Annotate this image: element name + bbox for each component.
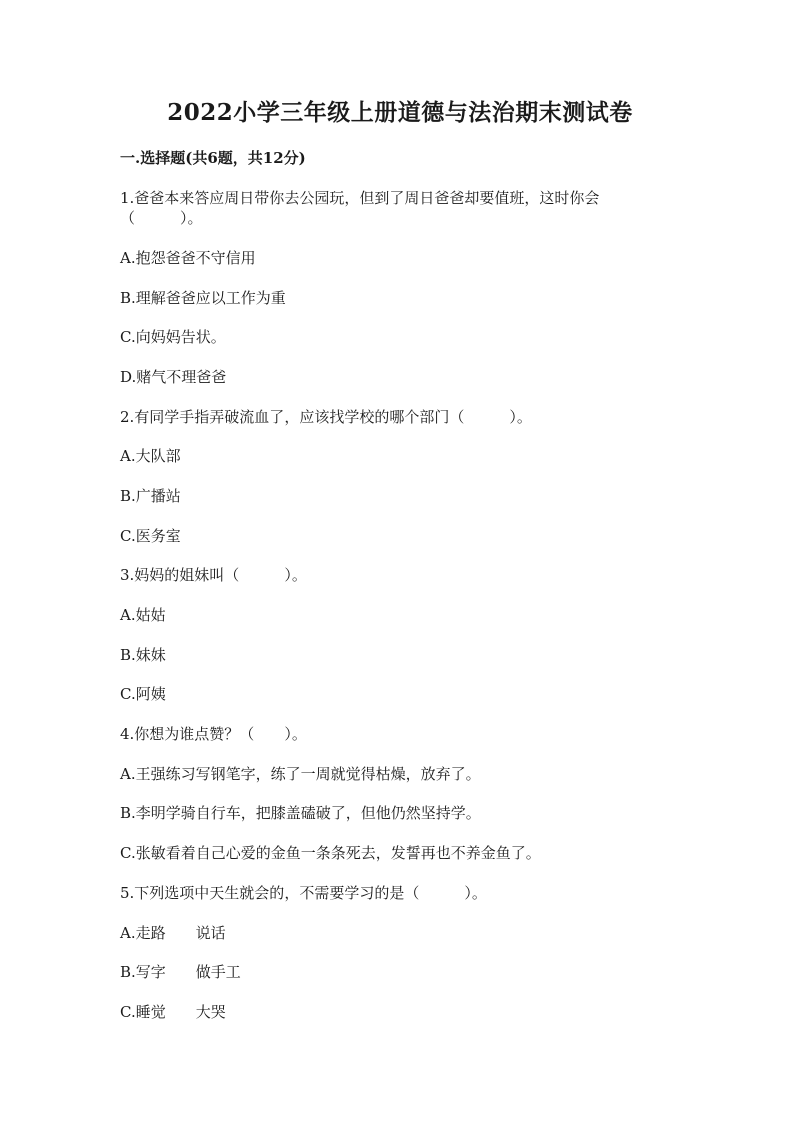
question-2-option-b: B.广播站 xyxy=(120,487,181,505)
question-1-option-c: C.向妈妈告状。 xyxy=(120,328,226,346)
question-1-option-b: B.理解爸爸应以工作为重 xyxy=(120,289,286,307)
question-2-stem: 2.有同学手指弄破流血了，应该找学校的哪个部门（ ）。 xyxy=(120,408,532,426)
question-4-option-b: B.李明学骑自行车，把膝盖磕破了，但他仍然坚持学。 xyxy=(120,804,481,822)
question-4-option-c: C.张敏看着自己心爱的金鱼一条条死去，发誓再也不养金鱼了。 xyxy=(120,844,541,862)
question-5-stem: 5.下列选项中天生就会的，不需要学习的是（ ）。 xyxy=(120,884,487,902)
question-1-stem: 1.爸爸本来答应周日带你去公园玩，但到了周日爸爸却要值班，这时你会 xyxy=(120,189,600,207)
question-1-option-d: D.赌气不理爸爸 xyxy=(120,368,227,386)
page-title: 2022小学三年级上册道德与法治期末测试卷 xyxy=(167,99,633,126)
question-1-option-a: A.抱怨爸爸不守信用 xyxy=(120,249,256,267)
question-3-option-a: A.姑姑 xyxy=(120,606,166,624)
question-2-option-c: C.医务室 xyxy=(120,527,181,545)
question-3-stem: 3.妈妈的姐妹叫（ ）。 xyxy=(120,566,307,584)
question-1-stem-continued: （ ）。 xyxy=(120,209,203,227)
question-5-option-c: C.睡觉 大哭 xyxy=(120,1003,226,1021)
question-5-option-a: A.走路 说话 xyxy=(120,924,226,942)
section-heading: 一.选择题(共6题，共12分) xyxy=(120,149,306,167)
question-4-stem: 4.你想为谁点赞？（ ）。 xyxy=(120,725,307,743)
question-3-option-b: B.妹妹 xyxy=(120,646,166,664)
question-2-option-a: A.大队部 xyxy=(120,447,181,465)
question-3-option-c: C.阿姨 xyxy=(120,685,166,703)
question-4-option-a: A.王强练习写钢笔字，练了一周就觉得枯燥，放弃了。 xyxy=(120,765,481,783)
question-5-option-b: B.写字 做手工 xyxy=(120,963,241,981)
